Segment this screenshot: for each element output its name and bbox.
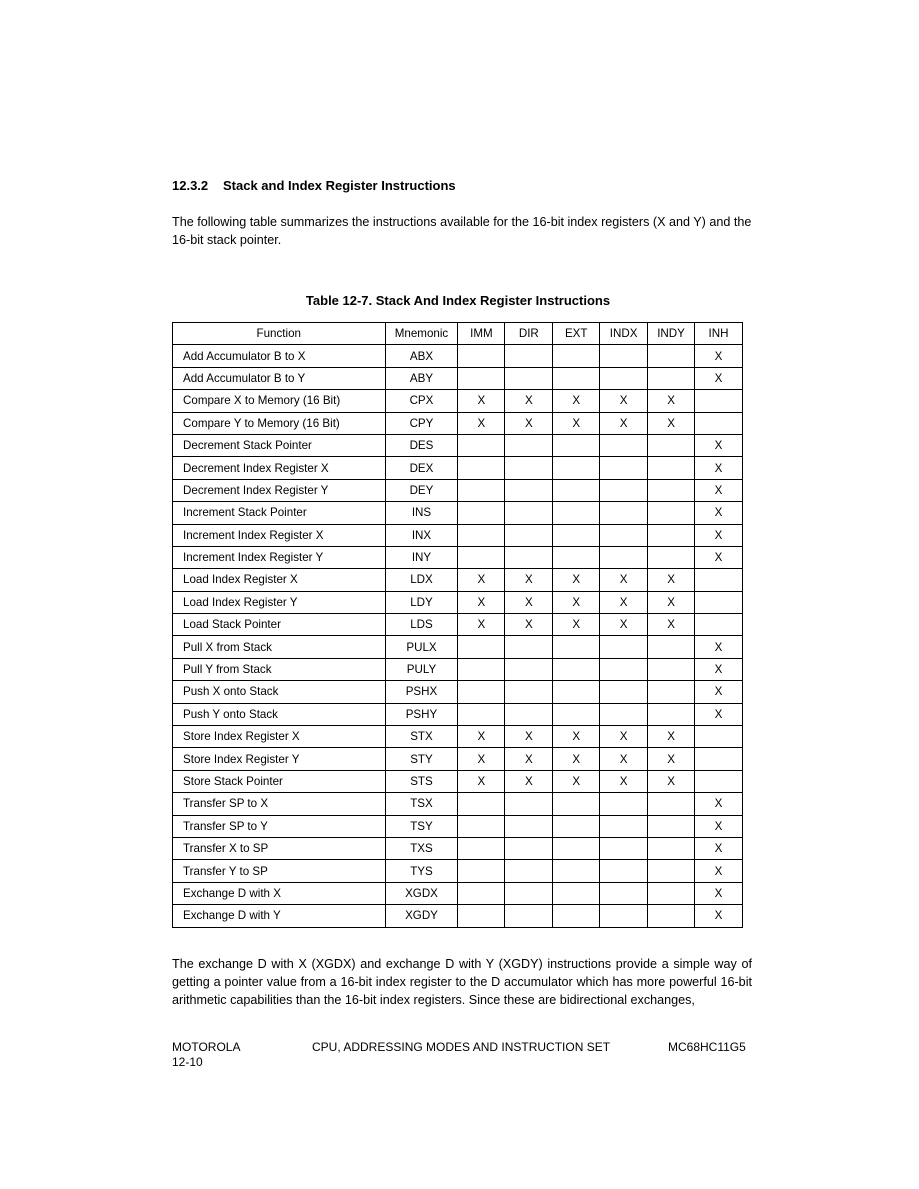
mode-cell	[648, 524, 695, 546]
mode-cell: X	[695, 703, 743, 725]
mode-cell: X	[553, 748, 600, 770]
mode-cell	[458, 658, 505, 680]
column-header: Mnemonic	[385, 323, 458, 345]
column-header: INDX	[600, 323, 648, 345]
mode-cell	[505, 681, 553, 703]
mode-cell	[695, 390, 743, 412]
mode-cell	[648, 636, 695, 658]
table-row	[173, 591, 743, 613]
table-row	[173, 770, 743, 792]
mode-cell	[553, 905, 600, 927]
mode-cell: X	[458, 569, 505, 591]
mnemonic-cell: PULX	[385, 636, 458, 658]
function-cell: Transfer SP to X	[173, 793, 386, 815]
mode-cell	[458, 457, 505, 479]
function-cell: Decrement Index Register X	[173, 457, 386, 479]
mode-cell	[648, 502, 695, 524]
table-row	[173, 882, 743, 904]
mnemonic-cell: PSHY	[385, 703, 458, 725]
column-header: Function	[173, 323, 386, 345]
mode-cell: X	[695, 367, 743, 389]
mode-cell	[695, 726, 743, 748]
table-row	[173, 793, 743, 815]
mnemonic-cell: XGDX	[385, 882, 458, 904]
mode-cell: X	[553, 726, 600, 748]
function-cell: Store Index Register Y	[173, 748, 386, 770]
mode-cell	[505, 882, 553, 904]
mode-cell: X	[600, 770, 648, 792]
mode-cell	[648, 837, 695, 859]
mode-cell: X	[648, 748, 695, 770]
mode-cell	[648, 434, 695, 456]
mode-cell	[600, 681, 648, 703]
column-header: DIR	[505, 323, 553, 345]
table-row	[173, 837, 743, 859]
mnemonic-cell: TXS	[385, 837, 458, 859]
mnemonic-cell: DEY	[385, 479, 458, 501]
table-row	[173, 658, 743, 680]
mnemonic-cell: LDS	[385, 614, 458, 636]
mode-cell	[600, 636, 648, 658]
mode-cell: X	[648, 591, 695, 613]
mnemonic-cell: TSX	[385, 793, 458, 815]
mode-cell	[553, 837, 600, 859]
table-caption: Table 12-7. Stack And Index Register Instructions	[305, 293, 611, 308]
mode-cell	[648, 905, 695, 927]
footer-left	[172, 1040, 240, 1070]
function-cell: Pull X from Stack	[173, 636, 386, 658]
mode-cell: X	[505, 412, 553, 434]
mode-cell: X	[553, 591, 600, 613]
mnemonic-cell: INX	[385, 524, 458, 546]
mode-cell: X	[695, 345, 743, 367]
mode-cell: X	[600, 390, 648, 412]
mnemonic-cell: CPY	[385, 412, 458, 434]
mode-cell	[553, 860, 600, 882]
footer-company: MOTOROLA	[172, 1040, 241, 1054]
mode-cell: X	[553, 770, 600, 792]
mode-cell: X	[648, 726, 695, 748]
mode-cell	[600, 434, 648, 456]
footer-page-number: 12-10	[172, 1055, 203, 1069]
table-row	[173, 726, 743, 748]
instruction-table	[172, 322, 743, 928]
mode-cell: X	[695, 837, 743, 859]
mode-cell	[695, 412, 743, 434]
function-cell: Decrement Stack Pointer	[173, 434, 386, 456]
mnemonic-cell: STS	[385, 770, 458, 792]
mode-cell	[648, 457, 695, 479]
mode-cell	[458, 502, 505, 524]
mnemonic-cell: ABY	[385, 367, 458, 389]
mode-cell	[505, 546, 553, 568]
section-number: 12.3.2	[172, 178, 209, 193]
mode-cell: X	[600, 726, 648, 748]
table-row	[173, 502, 743, 524]
mode-cell: X	[600, 569, 648, 591]
mode-cell	[505, 524, 553, 546]
mode-cell	[553, 457, 600, 479]
table-row	[173, 815, 743, 837]
mode-cell	[695, 614, 743, 636]
mnemonic-cell: CPX	[385, 390, 458, 412]
mode-cell	[505, 636, 553, 658]
mode-cell	[505, 367, 553, 389]
mode-cell	[600, 905, 648, 927]
mnemonic-cell: INS	[385, 502, 458, 524]
function-cell: Store Stack Pointer	[173, 770, 386, 792]
table-row	[173, 681, 743, 703]
mode-cell	[553, 681, 600, 703]
mnemonic-cell: PULY	[385, 658, 458, 680]
table-row	[173, 457, 743, 479]
mode-cell	[505, 703, 553, 725]
function-cell: Transfer X to SP	[173, 837, 386, 859]
table-row	[173, 860, 743, 882]
mode-cell: X	[648, 614, 695, 636]
mode-cell	[458, 860, 505, 882]
mode-cell: X	[695, 905, 743, 927]
mode-cell	[648, 479, 695, 501]
mode-cell	[600, 882, 648, 904]
table-row	[173, 636, 743, 658]
mnemonic-cell: XGDY	[385, 905, 458, 927]
mode-cell: X	[458, 748, 505, 770]
mode-cell	[648, 815, 695, 837]
mnemonic-cell: DEX	[385, 457, 458, 479]
column-header: INH	[695, 323, 743, 345]
mode-cell	[505, 837, 553, 859]
mode-cell: X	[695, 546, 743, 568]
mode-cell: X	[695, 457, 743, 479]
mode-cell	[505, 502, 553, 524]
mnemonic-cell: LDX	[385, 569, 458, 591]
mode-cell	[458, 837, 505, 859]
mode-cell	[553, 479, 600, 501]
mode-cell	[600, 479, 648, 501]
mode-cell	[600, 546, 648, 568]
mode-cell	[648, 546, 695, 568]
mode-cell: X	[695, 860, 743, 882]
table-row	[173, 412, 743, 434]
mode-cell: X	[458, 726, 505, 748]
table-header	[173, 323, 743, 345]
table-row	[173, 748, 743, 770]
mode-cell: X	[553, 412, 600, 434]
table-row	[173, 905, 743, 927]
mode-cell: X	[695, 658, 743, 680]
mnemonic-cell: STY	[385, 748, 458, 770]
mode-cell	[505, 815, 553, 837]
table-row	[173, 569, 743, 591]
mode-cell	[505, 658, 553, 680]
function-cell: Load Stack Pointer	[173, 614, 386, 636]
mode-cell	[695, 591, 743, 613]
mnemonic-cell: DES	[385, 434, 458, 456]
function-cell: Load Index Register Y	[173, 591, 386, 613]
mode-cell	[458, 479, 505, 501]
mode-cell: X	[695, 636, 743, 658]
mode-cell: X	[553, 614, 600, 636]
mode-cell: X	[695, 681, 743, 703]
table-row	[173, 614, 743, 636]
mode-cell	[458, 793, 505, 815]
mode-cell: X	[505, 390, 553, 412]
function-cell: Push X onto Stack	[173, 681, 386, 703]
function-cell: Store Index Register X	[173, 726, 386, 748]
mode-cell	[553, 434, 600, 456]
body-paragraph: The exchange D with X (XGDX) and exchange D with Y (XGDY) instructions provide a simple way of getting a pointer value from a 16-bit index register to the D accumulator which has more powerful 16-bit arithmetic capabilities than the 16-bit index registers. Since these are bidirectional exchanges,	[172, 957, 752, 1008]
mode-cell	[600, 815, 648, 837]
table-row	[173, 367, 743, 389]
function-cell: Decrement Index Register Y	[173, 479, 386, 501]
mode-cell: X	[505, 569, 553, 591]
function-cell: Compare Y to Memory (16 Bit)	[173, 412, 386, 434]
function-cell: Transfer SP to Y	[173, 815, 386, 837]
mode-cell	[648, 681, 695, 703]
mode-cell	[553, 367, 600, 389]
mode-cell	[458, 815, 505, 837]
mode-cell	[553, 502, 600, 524]
mode-cell	[505, 457, 553, 479]
function-cell: Add Accumulator B to Y	[173, 367, 386, 389]
function-cell: Increment Index Register X	[173, 524, 386, 546]
mode-cell	[458, 524, 505, 546]
mode-cell	[695, 569, 743, 591]
mode-cell	[648, 882, 695, 904]
table-row	[173, 703, 743, 725]
mode-cell	[600, 658, 648, 680]
mode-cell	[553, 524, 600, 546]
mode-cell: X	[458, 591, 505, 613]
function-cell: Push Y onto Stack	[173, 703, 386, 725]
mode-cell: X	[458, 614, 505, 636]
mode-cell	[553, 546, 600, 568]
mode-cell	[648, 367, 695, 389]
table-row	[173, 524, 743, 546]
mode-cell	[553, 793, 600, 815]
mode-cell: X	[695, 479, 743, 501]
mode-cell: X	[553, 569, 600, 591]
mode-cell	[553, 345, 600, 367]
mode-cell	[648, 658, 695, 680]
footer-part-number: MC68HC11G5	[668, 1040, 746, 1054]
mode-cell: X	[695, 434, 743, 456]
mode-cell	[505, 345, 553, 367]
mode-cell	[600, 524, 648, 546]
mode-cell	[505, 434, 553, 456]
mode-cell	[695, 770, 743, 792]
intro-paragraph: The following table summarizes the instructions available for the 16-bit index registers (X and Y) and the 16-bit stack pointer.	[172, 215, 752, 247]
mode-cell	[695, 748, 743, 770]
mode-cell	[648, 860, 695, 882]
mode-cell	[600, 345, 648, 367]
mode-cell	[458, 703, 505, 725]
mnemonic-cell: PSHX	[385, 681, 458, 703]
mode-cell	[553, 658, 600, 680]
mnemonic-cell: TSY	[385, 815, 458, 837]
mode-cell	[553, 636, 600, 658]
mode-cell: X	[695, 793, 743, 815]
mode-cell: X	[695, 882, 743, 904]
function-cell: Exchange D with X	[173, 882, 386, 904]
mode-cell	[600, 367, 648, 389]
mode-cell: X	[648, 770, 695, 792]
mode-cell: X	[505, 726, 553, 748]
mode-cell	[458, 367, 505, 389]
table-row	[173, 345, 743, 367]
mode-cell: X	[505, 748, 553, 770]
mode-cell	[600, 837, 648, 859]
mode-cell: X	[505, 614, 553, 636]
table-row	[173, 390, 743, 412]
function-cell: Increment Stack Pointer	[173, 502, 386, 524]
function-cell: Exchange D with Y	[173, 905, 386, 927]
footer-chapter-title: CPU, ADDRESSING MODES AND INSTRUCTION SET	[312, 1040, 611, 1054]
mode-cell	[458, 636, 505, 658]
function-cell: Compare X to Memory (16 Bit)	[173, 390, 386, 412]
mode-cell: X	[505, 591, 553, 613]
mode-cell: X	[695, 815, 743, 837]
mode-cell	[648, 345, 695, 367]
table-row	[173, 434, 743, 456]
mode-cell: X	[600, 591, 648, 613]
mode-cell: X	[648, 390, 695, 412]
mode-cell	[458, 345, 505, 367]
mode-cell	[600, 793, 648, 815]
mode-cell	[505, 905, 553, 927]
mode-cell	[458, 905, 505, 927]
column-header: IMM	[458, 323, 505, 345]
mode-cell	[553, 882, 600, 904]
mode-cell	[553, 815, 600, 837]
mode-cell: X	[695, 524, 743, 546]
mode-cell: X	[553, 390, 600, 412]
mode-cell	[648, 793, 695, 815]
mode-cell	[505, 479, 553, 501]
mnemonic-cell: STX	[385, 726, 458, 748]
mode-cell	[648, 703, 695, 725]
mnemonic-cell: TYS	[385, 860, 458, 882]
mode-cell	[458, 681, 505, 703]
mode-cell	[458, 434, 505, 456]
column-header: INDY	[648, 323, 695, 345]
function-cell: Add Accumulator B to X	[173, 345, 386, 367]
mode-cell: X	[458, 770, 505, 792]
mode-cell: X	[458, 412, 505, 434]
function-cell: Load Index Register X	[173, 569, 386, 591]
function-cell: Increment Index Register Y	[173, 546, 386, 568]
table-row	[173, 546, 743, 568]
function-cell: Pull Y from Stack	[173, 658, 386, 680]
mode-cell: X	[695, 502, 743, 524]
table-body	[173, 345, 743, 927]
mode-cell	[458, 882, 505, 904]
function-cell: Transfer Y to SP	[173, 860, 386, 882]
table-row	[173, 479, 743, 501]
mode-cell	[600, 502, 648, 524]
mode-cell	[600, 703, 648, 725]
mnemonic-cell: ABX	[385, 345, 458, 367]
mode-cell	[600, 860, 648, 882]
mode-cell: X	[600, 748, 648, 770]
mode-cell: X	[600, 614, 648, 636]
mode-cell: X	[505, 770, 553, 792]
header-row	[173, 323, 743, 345]
mode-cell	[600, 457, 648, 479]
mode-cell	[505, 793, 553, 815]
mode-cell	[553, 703, 600, 725]
section-heading	[172, 178, 456, 193]
mode-cell: X	[648, 569, 695, 591]
column-header: EXT	[553, 323, 600, 345]
mode-cell: X	[458, 390, 505, 412]
mode-cell: X	[600, 412, 648, 434]
section-title: Stack and Index Register Instructions	[223, 178, 456, 193]
mode-cell	[458, 546, 505, 568]
mnemonic-cell: LDY	[385, 591, 458, 613]
mnemonic-cell: INY	[385, 546, 458, 568]
mode-cell	[505, 860, 553, 882]
mode-cell: X	[648, 412, 695, 434]
